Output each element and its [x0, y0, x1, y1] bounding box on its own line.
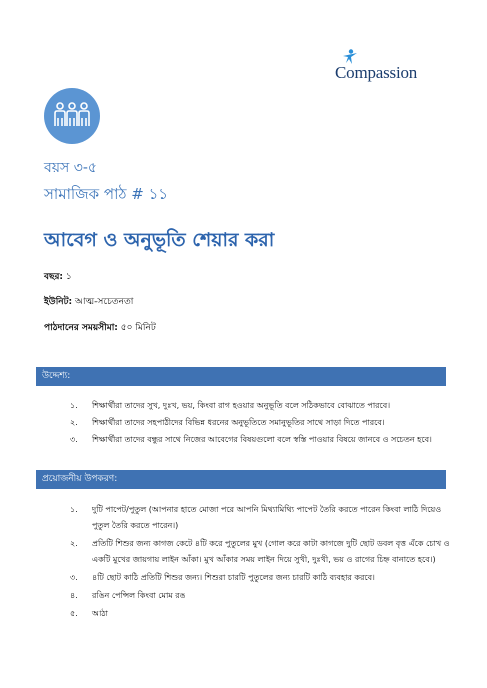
duration-value: ৫০ মিনিট — [117, 323, 156, 333]
objectives-list — [70, 400, 450, 451]
unit-value: আত্ম-সচেতনতা — [72, 297, 134, 307]
list-text: দুটি পাপেট/পুতুল (আপনার হাতে মোজা পরে আপনি মিথ্যামিথ্যি পাপেট তৈরি করতে পারেন কিংবা লাঠি দিয়েও পুতুল তৈরি করতে পারেন।) — [92, 505, 442, 530]
year-value: ১ — [63, 272, 72, 282]
duration-label: পাঠদানের সময়সীমা: — [44, 323, 118, 333]
list-item — [70, 536, 450, 568]
list-text: ৪টি ছোট কাঠি প্রতিটি শিশুর জন্য। শিশুরা চারটি পুতুলের জন্য চারটি কাঠি ব্যবহার করবে। — [92, 573, 375, 582]
list-text: শিক্ষার্থীরা তাদের সুখ, দুঃখ, ভয়, কিংবা রাগ হওয়ার অনুভূতি বলে সঠিকভাবে বোঝাতে পারবে। — [92, 401, 391, 410]
list-number: ৫. — [70, 609, 78, 618]
list-number: ১. — [70, 505, 78, 514]
list-number: ১. — [70, 401, 78, 410]
list-number: ২. — [70, 418, 78, 427]
unit-label: ইউনিট: — [44, 297, 73, 307]
age-range: বয়স ৩-৫ — [44, 160, 97, 176]
meta-year — [44, 269, 72, 284]
list-number: ৪. — [70, 591, 78, 600]
list-item — [70, 434, 450, 446]
lesson-number: সামাজিক পাঠ # ১১ — [44, 185, 169, 203]
list-item — [70, 417, 450, 429]
list-item — [70, 588, 450, 604]
brand-name: Compassion — [335, 63, 418, 82]
materials-list — [70, 502, 450, 624]
group-of-people-icon — [44, 88, 100, 144]
objectives-heading: উদ্দেশ্য: — [36, 367, 446, 386]
year-label: বছর: — [44, 272, 64, 282]
list-text: শিক্ষার্থীরা তাদের বন্ধুর সাথে নিজের আবেগের বিষয়গুলো বলে স্বস্তি পাওয়ার বিষয়ে জানবে ও সচেতন হবে। — [92, 435, 432, 444]
list-item — [70, 400, 450, 412]
list-text: রঙিন পেন্সিল কিংবা মোম রঙ — [92, 591, 186, 600]
list-item — [70, 502, 450, 534]
list-number: ৩. — [70, 573, 78, 582]
materials-heading: প্রয়োজনীয় উপকরণ: — [36, 470, 446, 489]
meta-unit — [44, 294, 133, 309]
list-item — [70, 570, 450, 586]
list-item — [70, 606, 450, 622]
list-text: প্রতিটি শিশুর জন্য কাগজ কেটে ৪টি করে পুতুলের মুখ (গোল করে কাটা কাগজে দুটি ছোট ডবল বৃত্ত এঁকে চোখ ও একটি মুখের জায়গায় লাইন আঁকা। মুখ আঁকার সময় লাইন দিয়ে সুখী, দুঃখী, ভয় ও রাগের চিহ্ন বানাতে হবে।) — [92, 539, 450, 564]
list-number: ২. — [70, 539, 78, 548]
compassion-logo — [335, 49, 435, 85]
list-number: ৩. — [70, 435, 78, 444]
meta-duration — [44, 320, 156, 335]
page-title: আবেগ ও অনুভূতি শেয়ার করা — [44, 229, 275, 251]
list-text: শিক্ষার্থীরা তাদের সহপাঠীদের বিভিন্ন ধরনের অনুভূতিতে সমানুভূতির সাথে সাড়া দিতে পারবে। — [92, 418, 385, 427]
list-text: আঠা — [92, 609, 108, 618]
